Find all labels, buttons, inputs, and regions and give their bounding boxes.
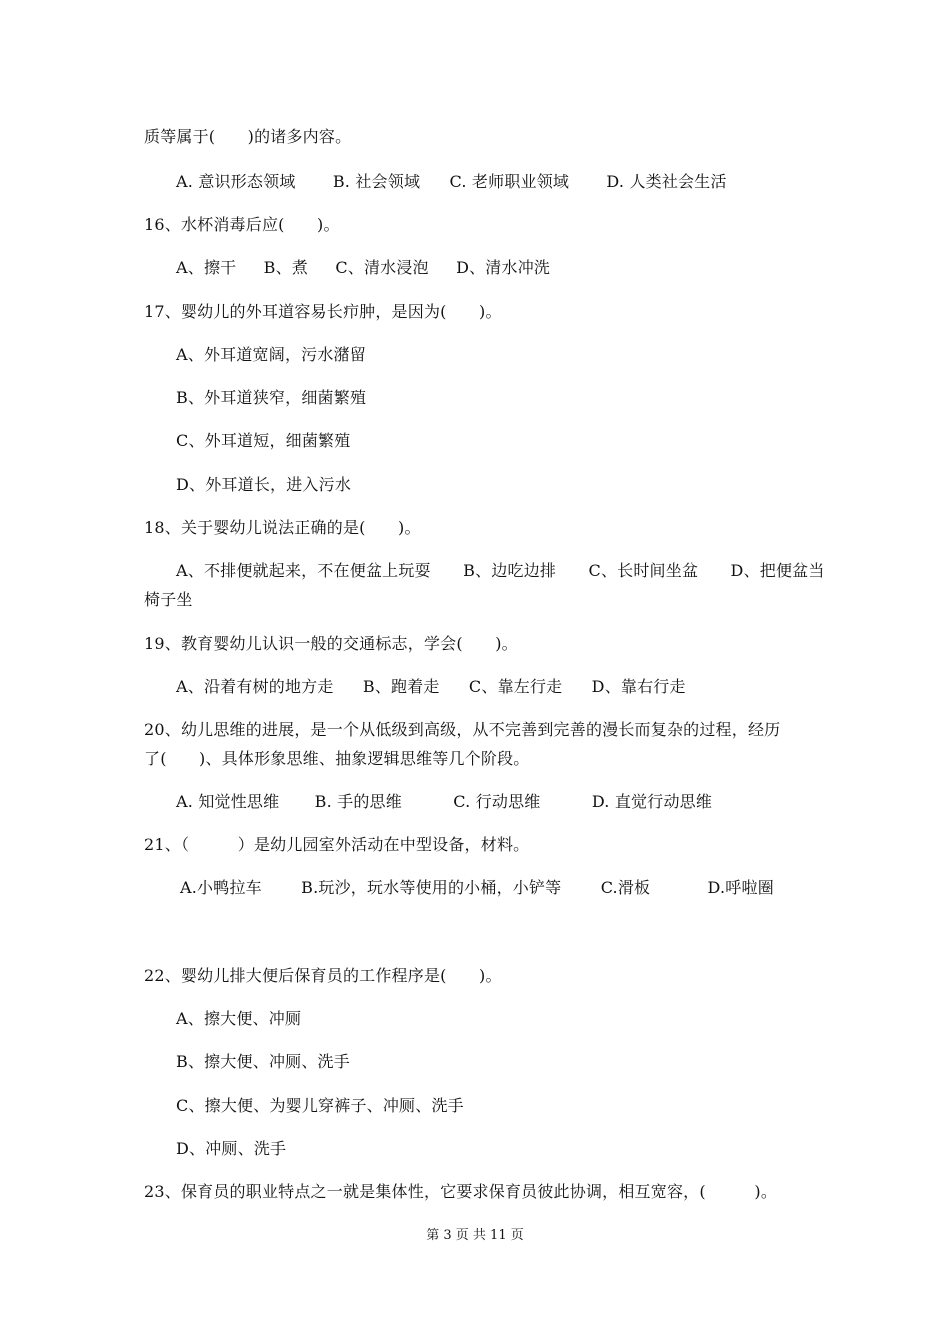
q16-option-c: C、清水浸泡	[335, 258, 429, 277]
q20-option-b: B. 手的思维	[314, 792, 402, 811]
q17-option-c: C、外耳道短，细菌繁殖	[176, 431, 351, 450]
q16-option-d: D、清水冲洗	[456, 258, 551, 277]
q21-option-b: B.玩沙，玩水等使用的小桶，小铲等	[301, 878, 562, 897]
q22-option-d: D、冲厕、洗手	[176, 1139, 287, 1158]
q22-option-c: C、擦大便、为婴儿穿裤子、冲厕、洗手	[176, 1096, 464, 1115]
q15-option-c: C. 老师职业领域	[449, 172, 570, 191]
q16-options	[176, 258, 550, 278]
q21-option-c: C.滑板	[600, 878, 651, 897]
q22-option-a: A、擦大便、冲厕	[176, 1009, 302, 1028]
q20-option-d: D. 直觉行动思维	[591, 792, 713, 811]
q22-stem: 22、婴幼儿排大便后保育员的工作程序是( )。	[144, 966, 502, 985]
q18-options-line2: 椅子坐	[144, 590, 193, 609]
q21-options	[180, 878, 774, 898]
q15-option-d: D. 人类社会生活	[606, 172, 727, 191]
q19-option-b: B、跑着走	[362, 677, 440, 696]
q19-options	[176, 677, 686, 697]
q21-option-a: A.小鸭拉车	[180, 878, 262, 897]
q19-option-c: C、靠左行走	[468, 677, 563, 696]
q15-option-b: B. 社会领域	[332, 172, 421, 191]
q19-option-d: D、靠右行走	[591, 677, 686, 696]
q20-option-c: C. 行动思维	[453, 792, 541, 811]
q20-stem-line2: 了( )、具体形象思维、抽象逻辑思维等几个阶段。	[144, 749, 530, 768]
q20-stem-line1: 20、幼儿思维的进展，是一个从低级到高级，从不完善到完善的漫长而复杂的过程，经历	[144, 720, 781, 739]
q20-option-a: A. 知觉性思维	[176, 792, 280, 811]
q22-option-b: B、擦大便、冲厕、洗手	[176, 1052, 350, 1071]
q20-options	[176, 792, 712, 812]
q15-options	[176, 172, 727, 192]
q15-continuation: 质等属于( )的诸多内容。	[144, 127, 352, 146]
q15-option-a: A. 意识形态领域	[176, 172, 296, 191]
q23-stem: 23、保育员的职业特点之一就是集体性，它要求保育员彼此协调，相互宽容，( )。	[144, 1182, 778, 1201]
q19-option-a: A、沿着有树的地方走	[176, 677, 334, 696]
q21-option-d: D.呼啦圈	[707, 878, 774, 897]
q17-option-b: B、外耳道狭窄，细菌繁殖	[176, 388, 367, 407]
q17-option-a: A、外耳道宽阔，污水潴留	[176, 345, 366, 364]
q18-options-line1: A、不排便就起来，不在便盆上玩耍 B、边吃边排 C、长时间坐盆 D、把便盆当	[176, 561, 825, 580]
q16-option-a: A、擦干	[176, 258, 237, 277]
q16-option-b: B、煮	[263, 258, 309, 277]
page-footer: 第 3 页 共 11 页	[426, 1228, 524, 1243]
q18-stem: 18、关于婴幼儿说法正确的是( )。	[144, 518, 421, 537]
q19-stem: 19、教育婴幼儿认识一般的交通标志，学会( )。	[144, 634, 518, 653]
q17-option-d: D、外耳道长，进入污水	[176, 475, 352, 494]
q16-stem: 16、水杯消毒后应( )。	[144, 215, 340, 234]
q17-stem: 17、婴幼儿的外耳道容易长疖肿，是因为( )。	[144, 302, 502, 321]
q21-stem: 21、（ ）是幼儿园室外活动在中型设备，材料。	[144, 835, 530, 854]
